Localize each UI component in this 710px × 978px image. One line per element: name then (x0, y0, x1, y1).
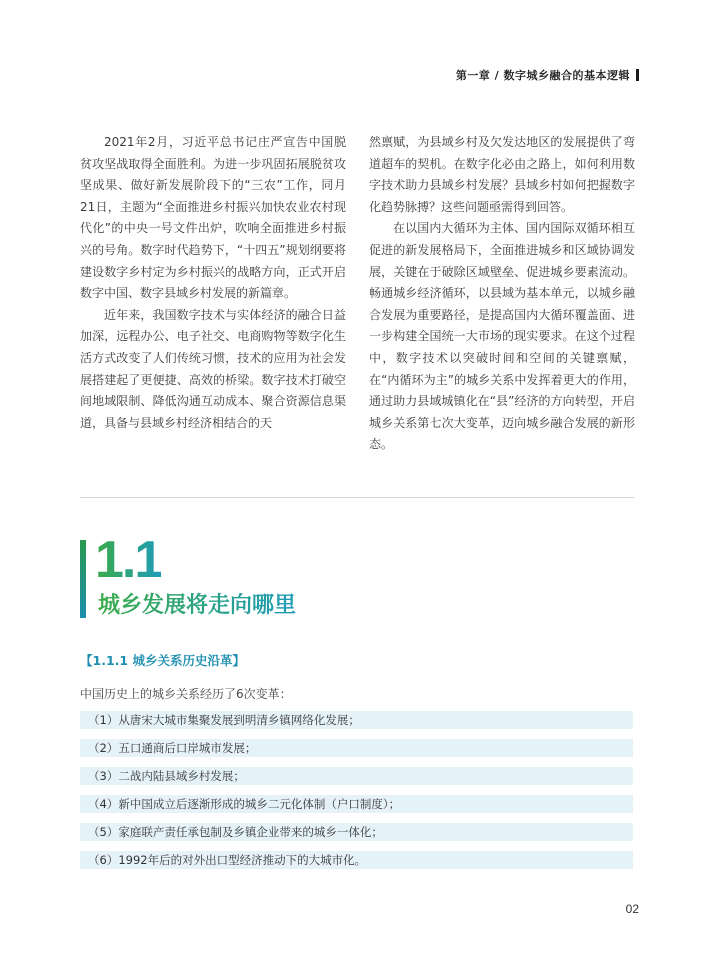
intro-text: 中国历史上的城乡关系经历了6次变革： (80, 687, 292, 701)
chapter-title: 第一章 / 数字城乡融合的基本逻辑 (455, 69, 630, 82)
section-title: 城乡发展将走向哪里 (98, 591, 296, 621)
reform-list (80, 711, 633, 879)
chapter-header (456, 67, 639, 83)
paragraph: 2021年2月，习近平总书记庄严宣告中国脱贫攻坚战取得全面胜利。为进一步巩固拓展脱贫攻坚成果、做好新发展阶段下的“三农”工作，同月21日，主题为“全面推进乡村振兴加快农业农村现代化”的中央一号文件出炉，吹响全面推进乡村振兴的号角。数字时代趋势下，“十四五”规划纲要将建设数字乡村定为乡村振兴的战略方向，正式开启数字中国、数字县域乡村发展的新篇章。 (80, 135, 346, 301)
list-item: （5）家庭联产责任承包制及乡镇企业带来的城乡一体化； (80, 823, 633, 841)
body-column-right (369, 132, 635, 456)
section-divider (80, 497, 634, 498)
list-item: （4）新中国成立后逐渐形成的城乡二元化体制（户口制度）； (80, 795, 633, 813)
paragraph: 在以国内大循环为主体、国内国际双循环相互促进的新发展格局下，全面推进城乡和区域协调发展，关键在于破除区域壁垒、促进城乡要素流动。畅通城乡经济循环，以县域为基本单元，以城乡融合发展为重要路径，是提高国内大循环覆盖面、进一步构建全国统一大市场的现实要求。在这个过程中，数字技术以突破时间和空间的关键禀赋，在“内循环为主”的城乡关系中发挥着更大的作用，通过助力县域城镇化在“县”经济的方向转型，开启城乡关系第七次大变革，迈向城乡融合发展的新形态。 (369, 221, 635, 452)
list-item: （2）五口通商后口岸城市发展； (80, 739, 633, 757)
list-item: （1）从唐宋大城市集聚发展到明清乡镇网络化发展； (80, 711, 633, 729)
list-item: （3）二战内陆县域乡村发展； (80, 767, 633, 785)
page-number: 02 (625, 902, 639, 916)
subsection-heading: 【1.1.1 城乡关系历史沿革】 (80, 653, 245, 668)
list-item: （6）1992年后的对外出口型经济推动下的大城市化。 (80, 851, 633, 869)
chapter-marker (636, 69, 639, 81)
paragraph-continuation: 然禀赋，为县域乡村及欠发达地区的发展提供了弯道超车的契机。在数字化必由之路上，如何利用数字技术助力县域乡村发展？县域乡村如何把握数字化趋势脉搏？这些问题亟需得到回答。 (369, 135, 635, 214)
body-column-left (80, 132, 346, 434)
section-accent-bar (80, 540, 86, 618)
paragraph: 近年来，我国数字技术与实体经济的融合日益加深，远程办公、电子社交、电商购物等数字化生活方式改变了人们传统习惯，技术的应用为社会发展搭建起了更便捷、高效的桥梁。数字技术打破空间地域限制、降低沟通互动成本、聚合资源信息渠道，具备与县域乡村经济相结合的天 (80, 307, 346, 430)
section-number: 1.1 (95, 531, 162, 589)
